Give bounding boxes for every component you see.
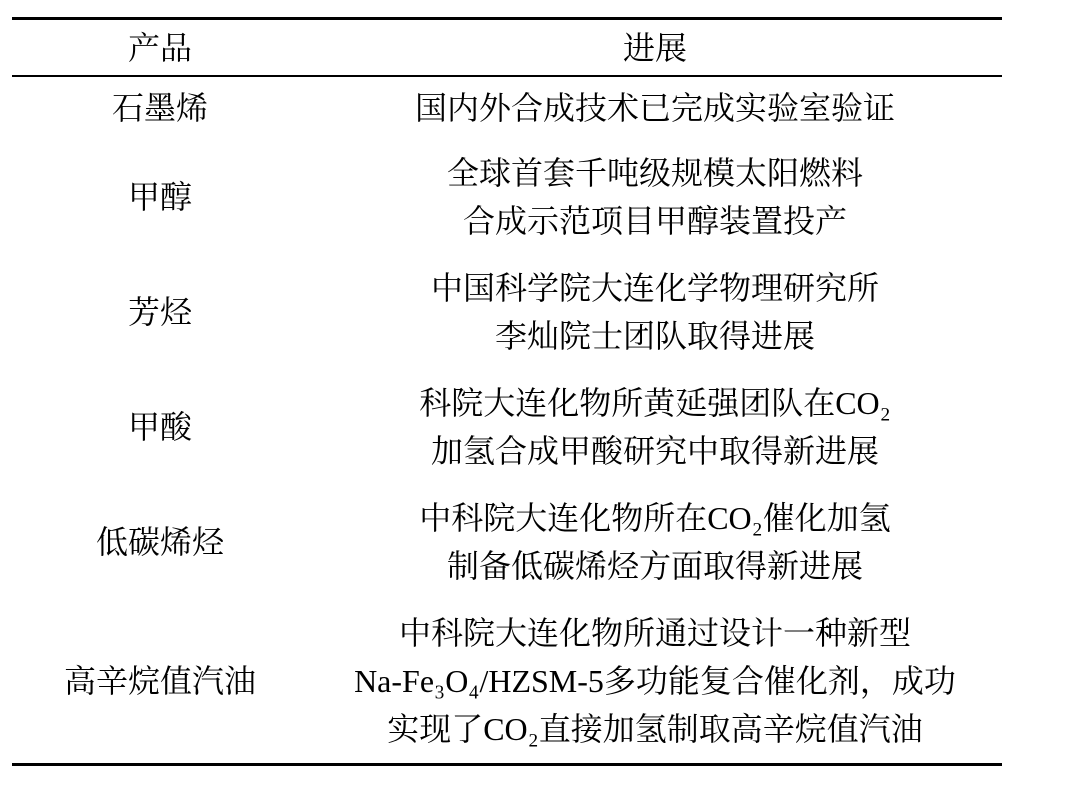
product-cell xyxy=(12,254,308,369)
progress-cell xyxy=(308,599,1002,763)
progress-line: 中科院大连化物所在CO₂催化加氢 xyxy=(419,499,891,536)
table-header-row xyxy=(12,20,1002,75)
product-cell xyxy=(12,139,308,254)
product-cell xyxy=(12,599,308,763)
header-product: 产品 xyxy=(127,29,192,66)
product-cell xyxy=(12,369,308,484)
table-row xyxy=(12,139,1002,254)
progress-line: Na-Fe₃O₄/HZSM-5多功能复合催化剂，成功 xyxy=(354,663,956,699)
progress-cell xyxy=(308,254,1002,369)
progress-line: 合成示范项目甲醇装置投产 xyxy=(462,202,847,239)
product-label: 甲酸 xyxy=(127,408,192,445)
progress-cell xyxy=(308,139,1002,254)
progress-cell xyxy=(308,77,1002,139)
product-cell xyxy=(12,484,308,599)
progress-table xyxy=(12,17,1002,766)
product-cell xyxy=(12,77,308,139)
table-row xyxy=(12,254,1002,369)
progress-line: 国内外合成技术已完成实验室验证 xyxy=(414,90,895,126)
product-label: 甲醇 xyxy=(127,178,192,215)
table-bottom-rule xyxy=(12,763,1002,766)
table-row xyxy=(12,484,1002,599)
progress-line: 李灿院士团队取得进展 xyxy=(494,317,815,354)
header-progress: 进展 xyxy=(622,29,687,66)
progress-line: 全球首套千吨级规模太阳燃料 xyxy=(446,154,863,191)
progress-line: 加氢合成甲酸研究中取得新进展 xyxy=(430,432,879,469)
product-label: 低碳烯烃 xyxy=(95,523,224,560)
progress-cell xyxy=(308,369,1002,484)
table-row xyxy=(12,369,1002,484)
progress-line: 中国科学院大连化学物理研究所 xyxy=(430,269,879,306)
progress-cell xyxy=(308,484,1002,599)
table-row xyxy=(12,77,1002,139)
table-row xyxy=(12,599,1002,763)
progress-line: 制备低碳烯烃方面取得新进展 xyxy=(446,547,863,584)
progress-line: 科院大连化物所黄延强团队在CO₂ xyxy=(419,384,891,421)
product-label: 芳烃 xyxy=(127,293,192,330)
product-label: 石墨烯 xyxy=(111,90,208,126)
product-label: 高辛烷值汽油 xyxy=(63,663,256,699)
progress-line: 中科院大连化物所通过设计一种新型 xyxy=(398,615,911,651)
progress-line: 实现了CO₂直接加氢制取高辛烷值汽油 xyxy=(387,711,923,747)
